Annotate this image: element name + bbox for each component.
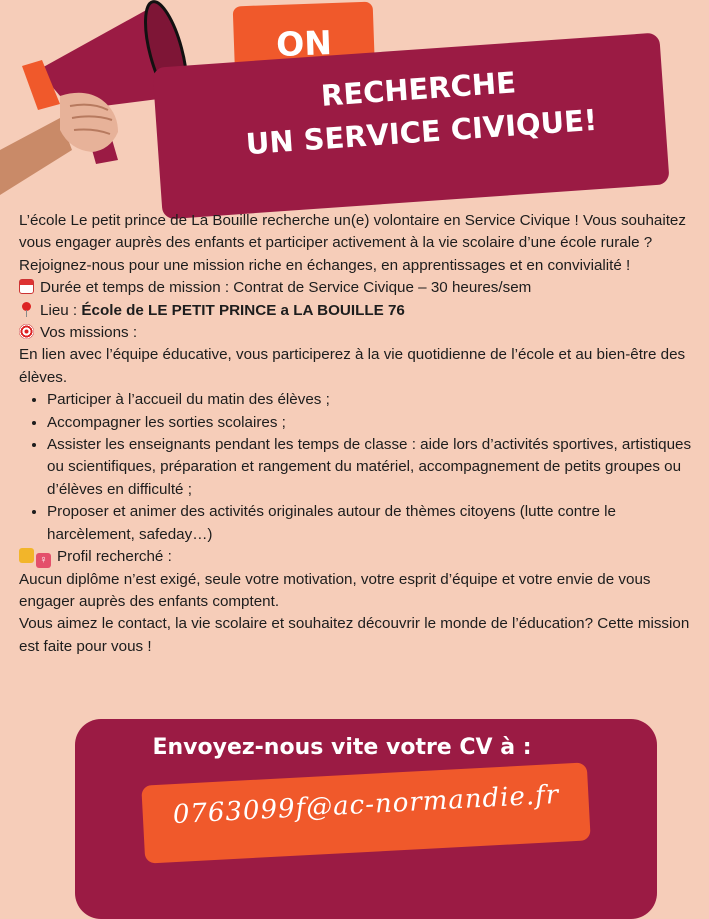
person-icon bbox=[19, 548, 34, 563]
missions-intro: En lien avec l’équipe éducative, vous participerez à la vie quotidienne de l’école et au bien-être des élèves. bbox=[19, 346, 686, 386]
cta-title: Envoyez-nous vite votre CV à : bbox=[152, 735, 532, 760]
calendar-icon bbox=[19, 279, 34, 294]
intro-paragraph: L’école Le petit prince de La Bouille recherche un(e) volontaire en Service Civique ! Vous souhaitez vous engager auprès des enfants et participer activement à la vie scolaire d’une école rurale ? bbox=[19, 212, 686, 252]
headline-line1: RECHERCHE bbox=[319, 65, 518, 113]
email-address[interactable]: 0763099f@ac-normandie.fr bbox=[172, 779, 560, 831]
pin-icon bbox=[19, 302, 34, 317]
list-item: • Participer à l’accueil du matin des élèves ; bbox=[47, 389, 694, 411]
female-sign-icon: ♀ bbox=[36, 553, 51, 568]
job-description bbox=[19, 210, 694, 658]
duration-line bbox=[19, 277, 694, 299]
missions-list bbox=[19, 389, 694, 546]
list-item: • Proposer et animer des activités originales autour de thèmes citoyens (lutte contre le harcèlement, safeday…) bbox=[47, 501, 694, 546]
profile-text: Aucun diplôme n’est exigé, seule votre motivation, votre esprit d’équipe et votre envie de vous engager auprès des enfants comptent. bbox=[19, 570, 651, 610]
duration-text: Durée et temps de mission : Contrat de Service Civique – 30 heures/sem bbox=[40, 279, 532, 297]
missions-title-line bbox=[19, 322, 694, 344]
location-line bbox=[19, 300, 694, 322]
target-icon bbox=[19, 324, 34, 339]
list-item: • Accompagner les sorties scolaires ; bbox=[47, 412, 694, 434]
missions-title: Vos missions : bbox=[40, 324, 138, 342]
profile-text-2: Vous aimez le contact, la vie scolaire et souhaitez découvrir le monde de l’éducation? Cette mission est faite pour vous ! bbox=[19, 615, 690, 655]
intro-paragraph-2: Rejoignez-nous pour une mission riche en échanges, en apprentissages et en convivialité ! bbox=[19, 256, 631, 274]
location-value: École de LE PETIT PRINCE a LA BOUILLE 76 bbox=[81, 301, 405, 319]
on-label: ON bbox=[275, 22, 333, 64]
list-item: • Assister les enseignants pendant les temps de classe : aide lors d’activités sportives, artistiques ou scientifiques, préparation et rangement du matériel, accompagnement de petits groupes ou d’élèves en difficulté ; bbox=[47, 434, 694, 501]
location-label: Lieu : bbox=[40, 301, 82, 319]
profile-title: Profil recherché : bbox=[57, 548, 172, 566]
profile-title-line bbox=[19, 546, 694, 568]
headline-line2: UN SERVICE CIVIQUE! bbox=[244, 102, 599, 162]
